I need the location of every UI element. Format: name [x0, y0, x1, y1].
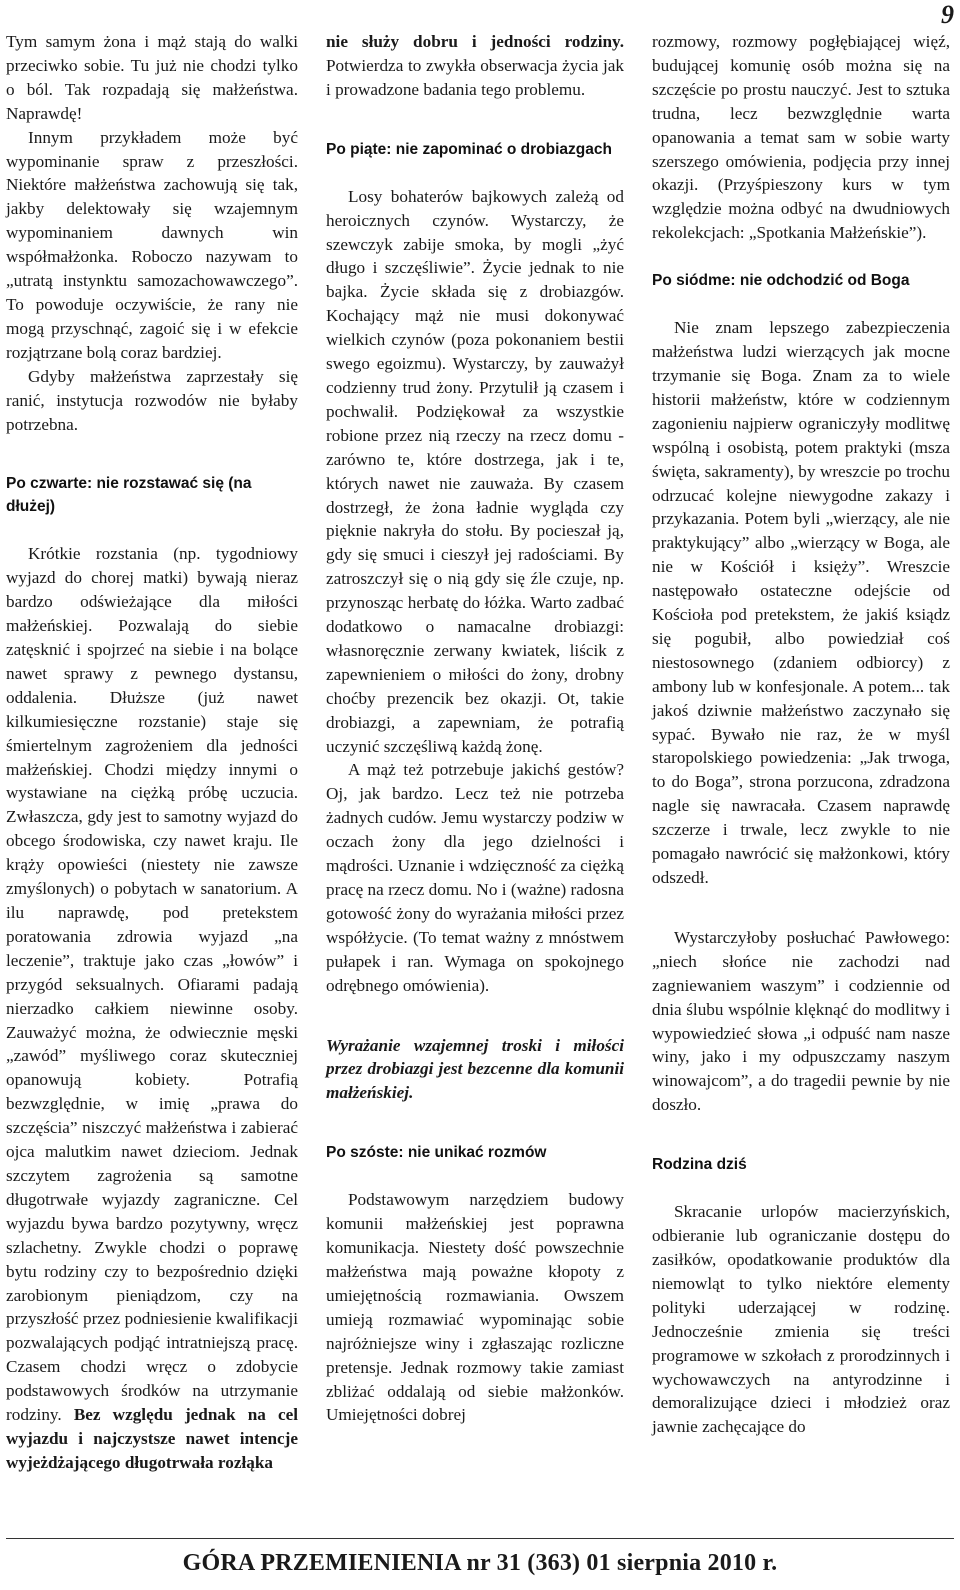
- paragraph: [326, 30, 624, 102]
- section-heading: Po siódme: nie odchodzić od Boga: [652, 272, 910, 290]
- section-heading: Po piąte: nie zapominać o drobiazgach: [326, 140, 612, 158]
- paragraph: Tym samym żona i mąż stają do walki przeciwko sobie. Tu już nie chodzi tylko o ból. Tak rozpadają się małżeństwa. Naprawdę!: [6, 32, 298, 123]
- paragraph: Losy bohaterów bajkowych zależą od heroicznych czynów. Wystarczy, że szewczyk zabije smoka, by mogli „żyć długo i szczęśliwie”. Życie jednak to nie bajka. Życie składa się z drobiazgów. Kochający mąż nie musi dokonywać wielkich czynów (poza pokonaniem bestii swego egoizmu). Wystarczy, by zauważył codzienny trud żony. Przytulił ją czasem i pochwalił. Podziękował za wszystkie robione przez nią rzeczy na rzecz domu - zarówno te, które dostrzega, jak i te, których nawet nie zauważa. By czasem dostrzegł, że żona ładnie wygląda czy pięknie nakryła do stołu. By pocieszał ją, gdy się smuci i cieszył jej radościami. By zatroszczył się o nią gdy się źle czuje, np. przynosząc herbatę do łóżka. Warto zadbać dodatkowo o namacalne drobiazgi: własnoręcznie zerwany kwiatek, liścik z zapewnieniem o miłości do żony, drobny choćby prezencik bez okazji. Ot, takie drobiazgi, a zapewniam, że potrafią uczynić szczęśliwą każdą żonę.: [326, 186, 624, 756]
- paragraph: Innym przykładem może być wypominanie spraw z przeszłości. Niektóre małżeństwa zachowują się tak, jakby delektowały się wzajemnym wypominaniem dawnych win współmałżonka. Roboczo nazywam to „utratą instynktu samozachowawczego”. To powoduje oczywiście, że rany nie mogą przyschnąć, zagoić się i w efekcie rozjątrzane bolą coraz bardziej.: [6, 127, 298, 362]
- paragraph: Gdyby małżeństwa zaprzestały się ranić, instytucja rozwodów nie byłaby potrzebna.: [6, 366, 298, 434]
- article-column-3: [652, 30, 950, 1439]
- paragraph: Skracanie urlopów macierzyńskich, odbieranie lub ograniczanie dostępu do zasiłków, opodatkowanie produktów dla niemowląt to tylko niektóre elementy polityki uderzającej w rodzinę. Jednocześnie zmienia się treści programowe w szkołach z prorodzinnych i wychowawczych na antyrodzinne i demoralizujące dzieci i młodzież oraz jawnie zachęcające do: [652, 1202, 950, 1437]
- paragraph: Podstawowym narzędziem budowy komunii małżeńskiej jest poprawna komunikacja. Niestety dość powszechnie małżeństwa mają poważne kłopoty z umiejętnością rozmawiania. Owszem umieją rozmawiać wypominając sobie najróżniejsze winy i zgłaszając rozliczne pretensje. Jednak rozmowy takie zamiast zbliżać oddalają od siebie małżonków. Umiejętności dobrej: [326, 1190, 624, 1425]
- section-heading: Rodzina dziś: [652, 1156, 747, 1174]
- article-column-1: [6, 30, 298, 1475]
- page-number: 9: [941, 0, 954, 29]
- paragraph: [6, 542, 298, 1474]
- paragraph: Nie znam lepszego zabezpieczenia małżeństwa ludzi wierzących jak mocne trzymanie się Boga. Znam za to wiele historii małżeństw, które w codziennym zagonieniu najpierw ograniczyły modlitwę wspólną i osobistą, potem praktyki (msza święta, sakramenty), by wreszcie po trochu odrzucać kolejne niewygodne zakazy i przykazania. Potem byli „wierzący, ale nie praktykujący” albo „wierzący w Boga, ale nie w Kościół i księży”. Wreszcie następowało ostateczne odejście od Kościoła pod pretekstem, że jakiś ksiądz się pogubił, albo powiedział coś niestosownego (zdaniem odbiorcy) z ambony lub w konfesjonale. A potem... tak jakoś dziwnie małżeństwo zaczynało się sypać. Bywało nie raz, że w myśl staropolskiego powiedzenia: „Jak trwoga, to do Boga”, strona porzucona, zdradzona nagle się nawracała. Czasem naprawdę szczerze i trwale, lecz zwykle to nie pomagało nawrócić się małżonkowi, który odszedł.: [652, 318, 950, 887]
- emphasis-statement: Wyrażanie wzajemnej troski i miłości przez drobiazgi jest bezcenne dla komunii małżeńskiej.: [326, 1035, 624, 1103]
- bold-sentence: nie służy dobru i jedności rodziny.: [326, 32, 624, 51]
- paragraph-text: Krótkie rozstania (np. tygodniowy wyjazd do chorej matki) bywają nieraz bardzo odświeżające dla miłości małżeńskiej. Pozwalają do siebie zatęsknić i spojrzeć na siebie i na bolące nawet sprawy z pewnego dystansu, oddalenia. Dłuższe (już nawet kilkumiesięczne rozstanie) staje się śmiertelnym zagrożeniem dla jedności małżeńskiej. Chodzi między innymi o wystawiane na ciężką próbę uczucia. Zwłaszcza, gdy jest to samotny wyjazd do obcego środowiska, czy nawet kraju. Ile krąży opowieści (niestety nie zawsze zmyślonych) o pobytach w sanatorium. A ilu naprawdę, pod pretekstem poratowania zdrowia wyjazd „na leczenie”, traktuje jako czas „łowów” i przygód seksualnych. Ofiarami padają nierzadko całkiem niewinne osoby. Zauważyć można, że odwiecznie męski „zawód” myśliwego coraz skuteczniej opanowują kobiety. Potrafią bezwzględnie, w imię „prawa do szczęścia” niszczyć małżeństwa i zabierać ojca malutkim nawet dzieciom. Jednak szczytem zagrożenia są samotne długotrwałe wyjazdy zagraniczne. Cel wyjazdu bywa bardzo pozytywny, wręcz szlachetny. Zwykle chodzi o poprawę bytu rodziny czy to bezpośrednio dzięki zarobionym pieniądzom, czy na przyszłość przez podniesienie kwalifikacji pozwalających podjąć intratniejszą pracę. Czasem chodzi wręcz o zdobycie podstawowych środków na utrzymanie rodziny.: [6, 544, 298, 1425]
- paragraph: Wystarczyłoby posłuchać Pawłowego: „niech słońce nie zachodzi nad zagniewaniem waszym” i codziennie od dnia ślubu wspólnie klęknąć do modlitwy i wypowiedzieć słowa „i odpuść nam nasze winy, jako i my odpuszczamy naszym winowajcom”, a do tragedii pewnie by nie doszło.: [652, 927, 950, 1115]
- footer-divider: [6, 1538, 954, 1539]
- bold-sentence: Bez względu jednak na cel wyjazdu i najczystsze nawet intencje wyjeżdżającego długotrwała rozłąka: [6, 1405, 298, 1472]
- paragraph: A mąż też potrzebuje jakichś gestów? Oj, jak bardzo. Lecz też nie potrzeba żadnych cudów. Jemu wystarczy podziw w oczach żony dla jego dzielności i mądrości. Uznanie i wdzięczność za ciężką pracę na rzecz domu. No i (ważne) radosna gotowość żony do wyrażania miłości przez współżycie. (To temat ważny z mnóstwem pułapek i ran. Wymaga on spokojnego odrębnego omówienia).: [326, 760, 624, 995]
- paragraph-text: Potwierdza to zwykła obserwacja życia jak i prowadzone badania tego problemu.: [326, 55, 624, 99]
- paragraph: rozmowy, rozmowy pogłębiającej więź, budującej komunię osób można się na szczęście po prostu nauczyć. Jest to sztuka trudna, lecz bezwzględnie warta opanowania a temat sam w sobie warty szerszego omówienia, podjęcia przy innej okazji. (Przyśpieszony kurs w tym względzie można odbyć na dwudniowych rekolekcjach: „Spotkania Małżeńskie”).: [652, 32, 950, 243]
- publication-footer: GÓRA PRZEMIENIENIA nr 31 (363) 01 sierpnia 2010 r.: [182, 1550, 778, 1576]
- section-heading: Po czwarte: nie rozstawać się (na dłużej): [6, 475, 252, 516]
- article-column-2: [326, 30, 624, 1427]
- section-heading: Po szóste: nie unikać rozmów: [326, 1144, 547, 1162]
